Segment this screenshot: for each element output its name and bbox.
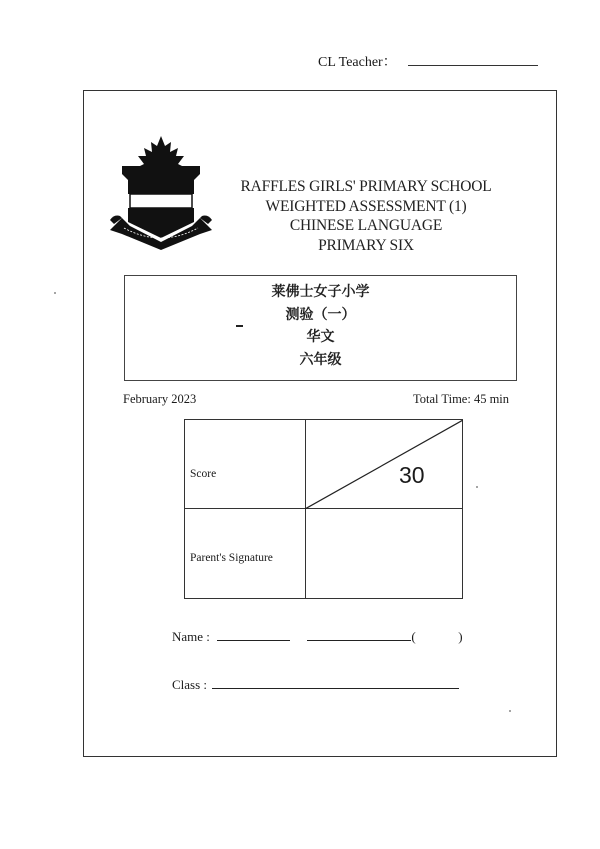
scan-speck xyxy=(476,486,478,488)
score-table xyxy=(184,419,463,599)
exam-date: February 2023 xyxy=(123,392,197,406)
chinese-school-name: 莱佛士女子小学 xyxy=(271,284,370,300)
chinese-title-box xyxy=(124,275,517,381)
cl-teacher-label: CL Teacher： xyxy=(318,55,397,70)
class-row xyxy=(172,677,459,693)
name-row xyxy=(172,629,463,645)
level-name: PRIMARY SIX xyxy=(318,236,414,254)
total-time: Total Time: 45 min xyxy=(413,392,510,406)
school-name: RAFFLES GIRLS' PRIMARY SCHOOL xyxy=(240,178,492,195)
title-block xyxy=(218,177,514,255)
chinese-level-name: 六年级 xyxy=(299,351,342,368)
scan-speck xyxy=(509,710,511,712)
parent-signature-label: Parent's Signature xyxy=(190,552,273,564)
class-label: Class : xyxy=(172,677,208,692)
stray-dash-mark xyxy=(236,325,243,327)
assessment-name: WEIGHTED ASSESSMENT (1) xyxy=(265,197,467,215)
subject-name: CHINESE LANGUAGE xyxy=(289,217,443,234)
score-diagonal-line xyxy=(305,420,463,509)
register-number-open-paren: ( xyxy=(411,629,416,644)
name-label: Name : xyxy=(172,629,210,644)
name-blank-2[interactable] xyxy=(307,629,411,641)
name-blank-1[interactable] xyxy=(217,629,290,641)
school-crest-icon xyxy=(108,134,214,252)
chinese-subject-name: 华文 xyxy=(306,329,335,345)
score-label: Score xyxy=(190,468,217,480)
class-blank[interactable] xyxy=(212,677,459,689)
chinese-assessment-name: 测验（一） xyxy=(285,306,356,323)
cl-teacher-field xyxy=(318,51,538,71)
score-total: 30 xyxy=(399,462,425,488)
cl-teacher-blank[interactable] xyxy=(408,53,538,66)
parent-signature-field[interactable] xyxy=(306,509,463,599)
scan-speck xyxy=(54,292,56,294)
register-number-close-paren: ) xyxy=(458,629,463,644)
